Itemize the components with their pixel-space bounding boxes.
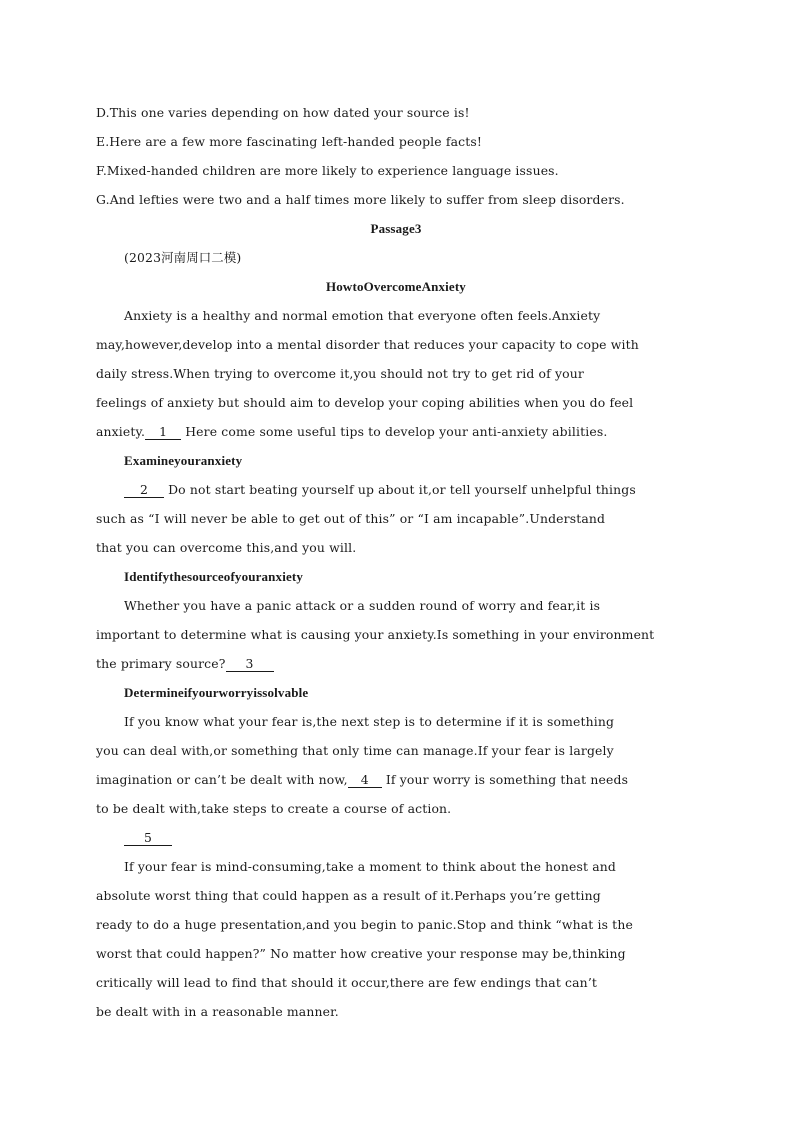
- paragraph-line: important to determine what is causing your anxiety.Is something in your environment: [96, 627, 655, 642]
- paragraph-line: [96, 765, 696, 794]
- subheading-examine: Examineyouranxiety: [124, 453, 243, 468]
- text-segment: If your worry is something that needs: [381, 772, 629, 787]
- paragraph-line: be dealt with in a reasonable manner.: [96, 1004, 339, 1019]
- paragraph-line: such as “I will never be able to get out of this” or “I am incapable”.Understand: [96, 511, 606, 526]
- paragraph-5: [96, 852, 696, 1026]
- subheading-determine: Determineifyourworryissolvable: [124, 685, 309, 700]
- paragraph-line: may,however,develop into a mental disorder that reduces your capacity to cope with: [96, 337, 639, 352]
- paragraph-line: you can deal with,or something that only time can manage.If your fear is largely: [96, 743, 614, 758]
- paragraph-line: If your fear is mind-consuming,take a moment to think about the honest and: [124, 859, 616, 874]
- text-segment: the primary source?: [96, 656, 226, 671]
- paragraph-line: feelings of anxiety but should aim to develop your coping abilities when you do feel: [96, 395, 634, 410]
- paragraph-1: [96, 301, 696, 446]
- paragraph-3: [96, 591, 696, 678]
- paragraph-line: [96, 475, 696, 504]
- paragraph-line: [96, 417, 696, 446]
- paragraph-4: [96, 707, 696, 823]
- blank-3: 3: [226, 657, 274, 672]
- blank-1: 1: [145, 425, 181, 440]
- option-e: E.Here are a few more fascinating left-handed people facts!: [96, 134, 482, 149]
- text-segment: Here come some useful tips to develop your anti-anxiety abilities.: [181, 424, 608, 439]
- paragraph-line: [96, 649, 696, 678]
- text-segment: anxiety.: [96, 424, 146, 439]
- paragraph-line: Anxiety is a healthy and normal emotion that everyone often feels.Anxiety: [124, 308, 601, 323]
- paragraph-2: [96, 475, 696, 562]
- blank-5: 5: [124, 831, 172, 846]
- paragraph-line: If you know what your fear is,the next step is to determine if it is something: [124, 714, 615, 729]
- option-g: G.And lefties were two and a half times more likely to suffer from sleep disorders.: [96, 192, 625, 207]
- option-f: F.Mixed-handed children are more likely to experience language issues.: [96, 163, 559, 178]
- paragraph-line: worst that could happen?” No matter how creative your response may be,thinking: [96, 946, 626, 961]
- blank-4: 4: [348, 773, 382, 788]
- text-segment: Do not start beating yourself up about it,or tell yourself unhelpful things: [164, 482, 636, 497]
- paragraph-line: critically will lead to find that should it occur,there are few endings that can’t: [96, 975, 598, 990]
- paragraph-line: absolute worst thing that could happen as a result of it.Perhaps you’re getting: [96, 888, 601, 903]
- document-page: [96, 98, 696, 1026]
- paragraph-line: to be dealt with,take steps to create a course of action.: [96, 801, 452, 816]
- article-title: HowtoOvercomeAnxiety: [326, 279, 466, 294]
- blank-5-line: [96, 823, 696, 852]
- subheading-identify: Identifythesourceofyouranxiety: [124, 569, 304, 584]
- passage-title: Passage3: [370, 221, 422, 236]
- option-d: D.This one varies depending on how dated your source is!: [96, 105, 470, 120]
- source-note: (2023河南周口二模): [124, 250, 242, 265]
- paragraph-line: ready to do a huge presentation,and you begin to panic.Stop and think “what is the: [96, 917, 633, 932]
- blank-2: 2: [124, 483, 164, 498]
- paragraph-line: Whether you have a panic attack or a sudden round of worry and fear,it is: [124, 598, 601, 613]
- paragraph-line: daily stress.When trying to overcome it,you should not try to get rid of your: [96, 366, 584, 381]
- paragraph-line: that you can overcome this,and you will.: [96, 540, 357, 555]
- text-segment: imagination or can’t be dealt with now,: [96, 772, 348, 787]
